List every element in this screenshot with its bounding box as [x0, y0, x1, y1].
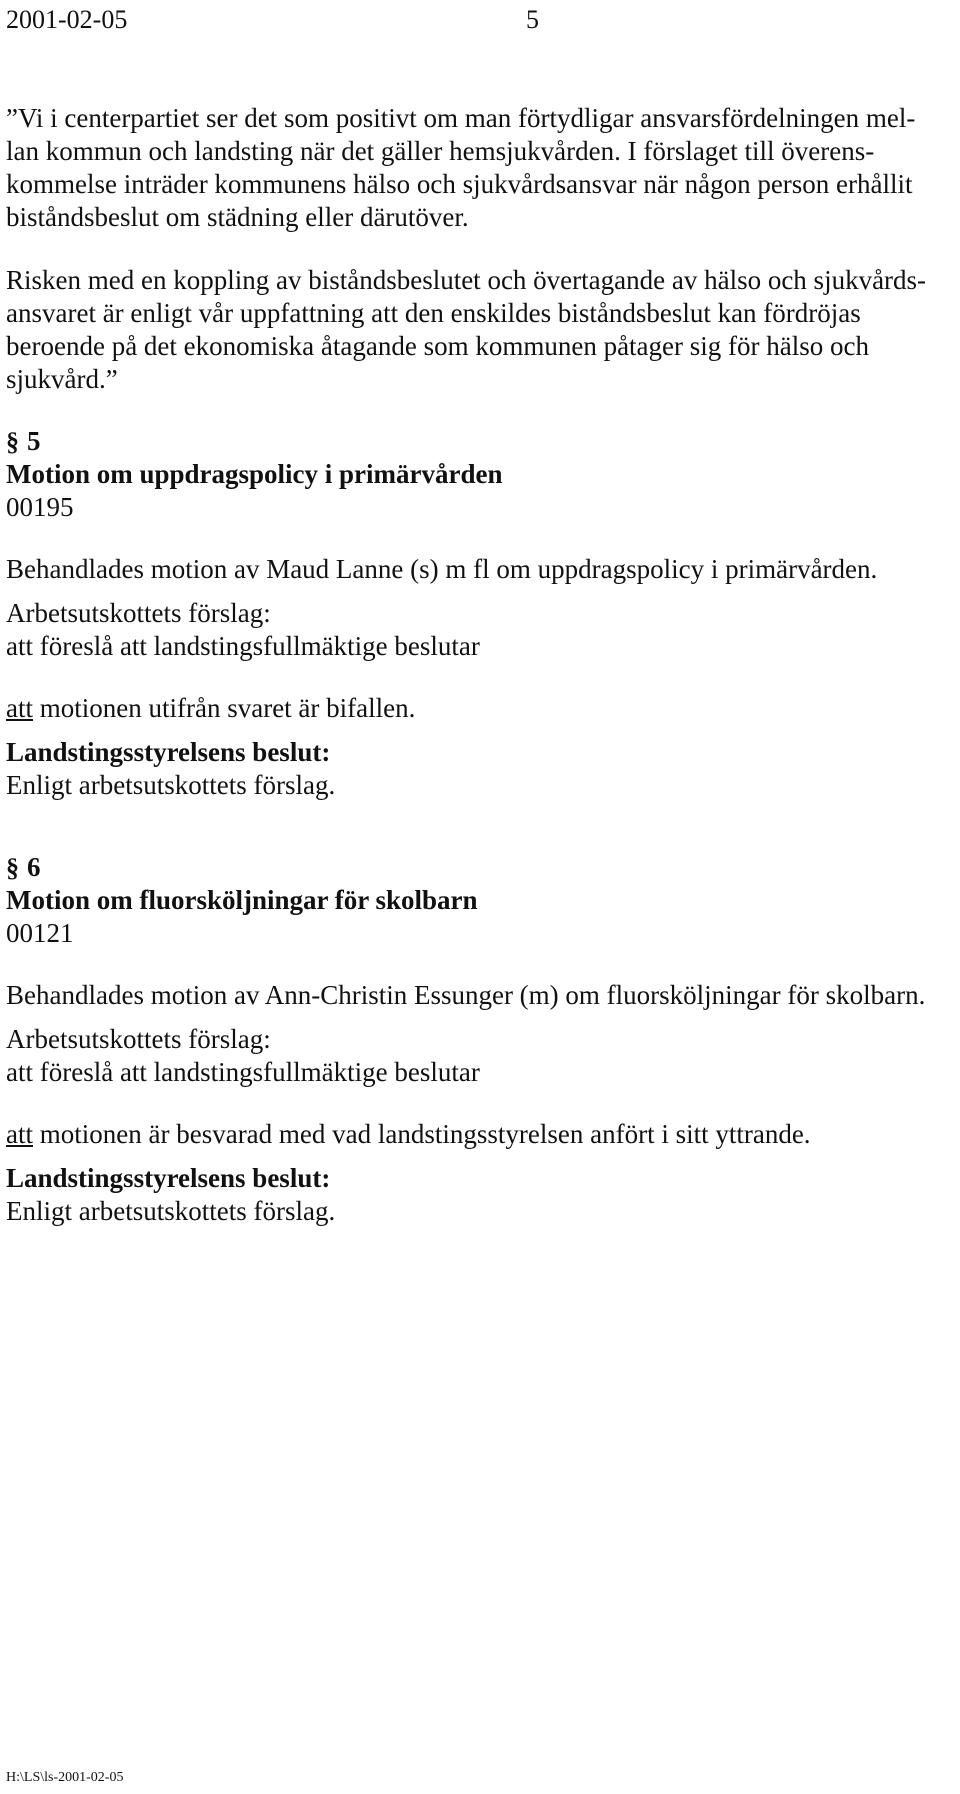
section-5-title: Motion om uppdragspolicy i primärvården [6, 459, 503, 489]
section-5-proposal-heading: Arbetsutskottets förslag: [6, 598, 271, 628]
quote-line-4: biståndsbeslut om städning eller därutöver. [6, 202, 469, 232]
section-6-proposal-heading: Arbetsutskottets förslag: [6, 1024, 271, 1054]
section-5-decision [6, 688, 415, 728]
section-6-case-number: 00121 [6, 918, 74, 948]
decision-att: att [6, 693, 33, 723]
section-6-decision [6, 1114, 811, 1154]
risk-line-2: ansvaret är enligt vår uppfattning att den enskildes biståndsbeslut kan fördröjas [6, 298, 861, 328]
risk-line-3: beroende på det ekonomiska åtagande som kommunen påtager sig för hälso och [6, 331, 869, 361]
decision-rest: motionen utifrån svaret är bifallen. [33, 693, 416, 723]
header-date: 2001-02-05 [6, 5, 128, 34]
quote-line-1: ”Vi i centerpartiet ser det som positivt om man förtydligar ansvarsfördelningen mel- [6, 103, 916, 133]
page-number: 5 [526, 5, 539, 34]
section-6-board-heading: Landstingsstyrelsens beslut: [6, 1163, 331, 1193]
decision-rest: motionen är besvarad med vad landstingsstyrelsen anfört i sitt yttrande. [33, 1119, 811, 1149]
decision-att: att [6, 1119, 33, 1149]
section-5-case-number: 00195 [6, 492, 74, 522]
risk-line-1: Risken med en koppling av biståndsbeslutet och övertagande av hälso och sjukvårds- [6, 265, 927, 295]
section-5-description: Behandlades motion av Maud Lanne (s) m fl om uppdragspolicy i primärvården. [6, 554, 878, 584]
section-5-number: 5 [27, 426, 41, 456]
section-6-description: Behandlades motion av Ann-Christin Essunger (m) om fluorsköljningar för skolbarn. [6, 980, 926, 1010]
quote-line-3: kommelse inträder kommunens hälso och sjukvårdsansvar när någon person erhållit [6, 169, 913, 199]
section-6-number: 6 [27, 852, 41, 882]
footer-file-path: H:\LS\ls-2001-02-05 [6, 1770, 124, 1785]
quote-line-2: lan kommun och landsting när det gäller hemsjukvården. I förslaget till överens- [6, 136, 875, 166]
section-6-proposal-text: att föreslå att landstingsfullmäktige beslutar [6, 1057, 480, 1087]
section-5-board-heading: Landstingsstyrelsens beslut: [6, 737, 331, 767]
risk-line-4: sjukvård.” [6, 364, 118, 394]
section-6-title: Motion om fluorsköljningar för skolbarn [6, 885, 478, 915]
section-6-board-text: Enligt arbetsutskottets förslag. [6, 1196, 336, 1226]
section-5-board-text: Enligt arbetsutskottets förslag. [6, 770, 336, 800]
paragraph-sign: § [6, 853, 19, 882]
section-5-proposal-text: att föreslå att landstingsfullmäktige beslutar [6, 631, 480, 661]
paragraph-sign: § [6, 427, 19, 456]
